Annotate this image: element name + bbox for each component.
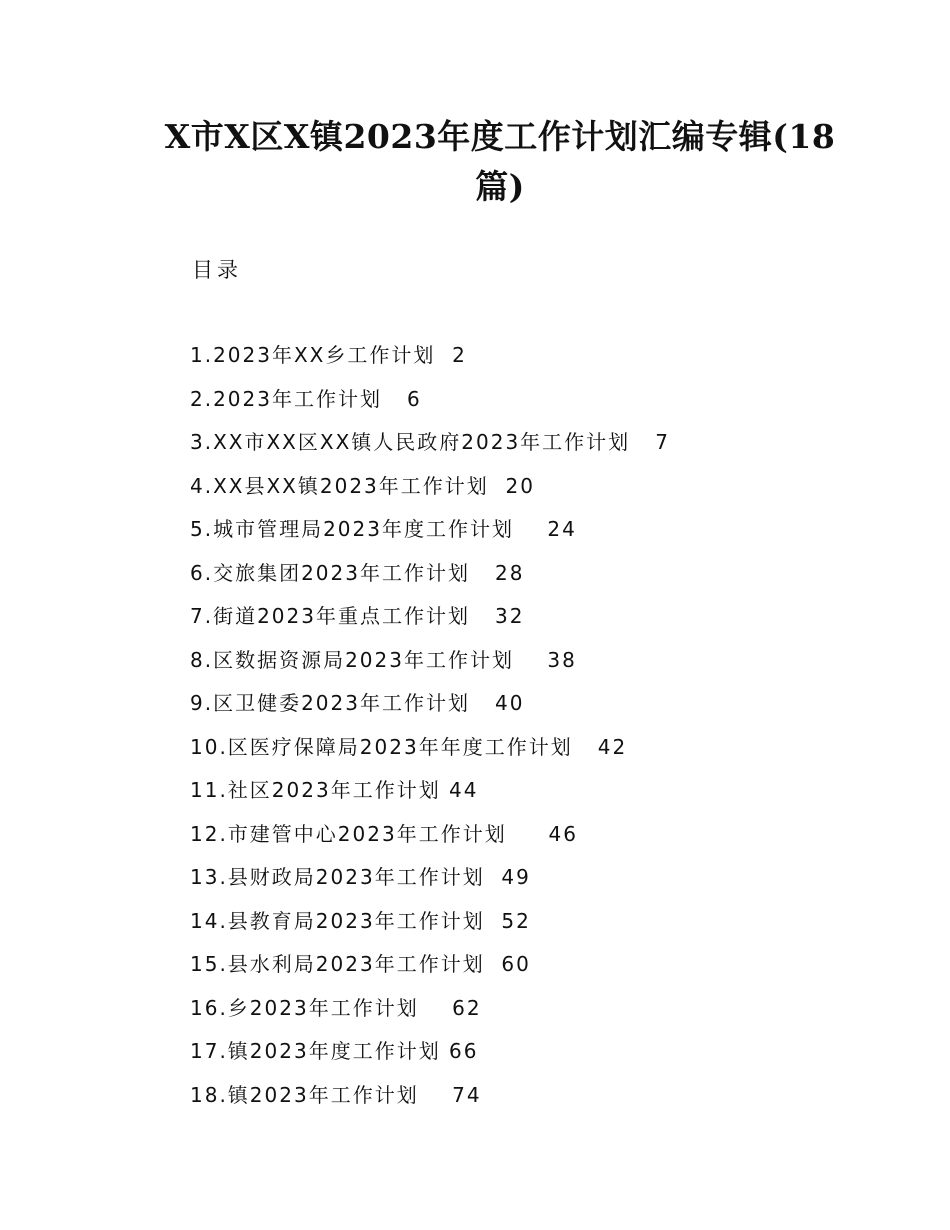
toc-entry: 3.XX市XX区XX镇人民政府2023年工作计划 7 bbox=[190, 430, 670, 454]
toc-entry: 17.镇2023年度工作计划 66 bbox=[190, 1039, 479, 1063]
toc-entry: 8.区数据资源局2023年工作计划 38 bbox=[190, 647, 577, 672]
toc-entry: 4.XX县XX镇2023年工作计划 20 bbox=[190, 473, 535, 498]
toc-entry: 18.镇2023年工作计划 74 bbox=[190, 1082, 482, 1107]
toc-entry: 9.区卫健委2023年工作计划 40 bbox=[190, 691, 525, 715]
document-title: X市X区X镇2023年度工作计划汇编专辑(18篇) bbox=[164, 117, 836, 206]
toc-entry: 14.县教育局2023年工作计划 52 bbox=[190, 908, 531, 933]
toc-entry: 16.乡2023年工作计划 62 bbox=[190, 995, 482, 1020]
toc-entry: 15.县水利局2023年工作计划 60 bbox=[190, 952, 531, 976]
toc-entry: 11.社区2023年工作计划 44 bbox=[190, 778, 479, 802]
toc-heading: 目录 bbox=[192, 258, 242, 282]
table-of-contents bbox=[190, 339, 670, 1122]
toc-entry: 5.城市管理局2023年度工作计划 24 bbox=[190, 517, 577, 541]
toc-entry: 7.街道2023年重点工作计划 32 bbox=[190, 604, 525, 628]
toc-entry: 6.交旅集团2023年工作计划 28 bbox=[190, 560, 525, 585]
toc-entry: 12.市建管中心2023年工作计划 46 bbox=[190, 821, 578, 846]
toc-entry: 2.2023年工作计划 6 bbox=[190, 386, 422, 411]
toc-entry: 10.区医疗保障局2023年年度工作计划 42 bbox=[190, 734, 628, 759]
toc-entry: 13.县财政局2023年工作计划 49 bbox=[190, 865, 531, 889]
toc-entry: 1.2023年XX乡工作计划 2 bbox=[190, 343, 467, 367]
